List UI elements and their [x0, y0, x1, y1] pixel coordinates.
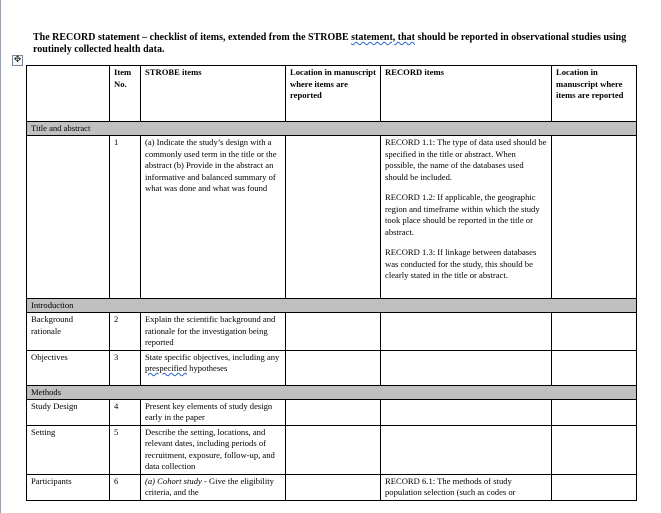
header-location-1: Location in manuscript where items are reported	[286, 66, 381, 122]
record-cell[interactable]	[381, 350, 552, 385]
location-cell[interactable]	[286, 474, 381, 500]
item-number-cell: 6	[110, 474, 141, 500]
strobe-text: hypotheses	[187, 363, 228, 373]
section-label: Introduction	[27, 299, 637, 313]
location-cell[interactable]	[552, 425, 637, 474]
document-title	[33, 32, 638, 56]
page-left-edge	[0, 0, 1, 513]
location-cell[interactable]	[286, 313, 381, 351]
location-cell[interactable]	[286, 425, 381, 474]
strobe-cell: Describe the setting, locations, and relevant dates, including periods of recruitment, exposure, follow-up, and data collection	[141, 425, 286, 474]
record-cell[interactable]	[381, 313, 552, 351]
section-label: Title and abstract	[27, 122, 637, 136]
record-cell: RECORD 6.1: The methods of study population selection (such as codes or	[381, 474, 552, 500]
title-spellcheck-word: statement, that	[351, 32, 415, 43]
header-item-no: Item No.	[110, 66, 141, 122]
topic-cell: Participants	[27, 474, 110, 500]
topic-cell: Objectives	[27, 350, 110, 385]
record-1-2: RECORD 1.2: If applicable, the geographic region and timeframe within which the study took place should be reported in the title or abstract.	[385, 192, 540, 237]
location-cell[interactable]	[552, 350, 637, 385]
location-cell[interactable]	[552, 474, 637, 500]
table-row	[27, 136, 637, 299]
table-row	[27, 399, 637, 425]
location-cell[interactable]	[552, 313, 637, 351]
strobe-text: State specific objectives, including any	[145, 351, 280, 362]
title-text-part2: should be reported in observational studies using routinely collected health data.	[33, 32, 627, 55]
item-number-cell: 1	[110, 136, 141, 299]
topic-cell: Background rationale	[27, 313, 110, 351]
strobe-cell: Present key elements of study design early in the paper	[141, 399, 286, 425]
location-cell[interactable]	[286, 136, 381, 299]
section-introduction	[27, 299, 637, 313]
header-strobe-items: STROBE items	[141, 66, 286, 122]
spellcheck-word: prespecified	[145, 363, 187, 373]
table-row	[27, 425, 637, 474]
table-header-row	[27, 66, 637, 122]
item-number-cell: 4	[110, 399, 141, 425]
item-number-cell: 3	[110, 350, 141, 385]
record-1-3: RECORD 1.3: If linkage between databases was conducted for the study, this should be clearly stated in the title or abstract.	[385, 247, 537, 280]
item-number-cell: 2	[110, 313, 141, 351]
topic-cell: Study Design	[27, 399, 110, 425]
location-cell[interactable]	[286, 399, 381, 425]
topic-cell: Setting	[27, 425, 110, 474]
location-cell[interactable]	[286, 350, 381, 385]
record-cell	[381, 136, 552, 299]
record-cell[interactable]	[381, 425, 552, 474]
item-number-cell: 5	[110, 425, 141, 474]
topic-cell	[27, 136, 110, 299]
record-1-1: RECORD 1.1: The type of data used should be specified in the title or abstract. When possible, the name of the databases used should be included.	[385, 137, 547, 182]
strobe-italic-text: (a) Cohort study	[145, 475, 202, 486]
strobe-cell	[141, 474, 286, 500]
table-row	[27, 474, 637, 500]
table-row	[27, 350, 637, 385]
record-cell[interactable]	[381, 399, 552, 425]
title-text-part1: The RECORD statement – checklist of items, extended from the STROBE	[33, 32, 352, 43]
header-location-2: Location in manuscript where items are reported	[552, 66, 637, 122]
location-cell[interactable]	[552, 399, 637, 425]
section-label: Methods	[27, 385, 637, 399]
section-title-abstract	[27, 122, 637, 136]
strobe-cell	[141, 350, 286, 385]
section-methods	[27, 385, 637, 399]
strobe-text: - Give the eligibility criteria, and the	[145, 475, 274, 497]
checklist-table	[26, 65, 637, 501]
strobe-cell: (a) Indicate the study’s design with a commonly used term in the title or the abstract (b) Provide in the abstract an informative and balanced summary of what was done and what was found	[141, 136, 286, 299]
four-way-arrow-icon[interactable]: ✥	[13, 55, 22, 65]
header-topic	[27, 66, 110, 122]
table-row	[27, 313, 637, 351]
header-record-items: RECORD items	[381, 66, 552, 122]
location-cell[interactable]	[552, 136, 637, 299]
strobe-cell: Explain the scientific background and rationale for the investigation being reported	[141, 313, 286, 351]
